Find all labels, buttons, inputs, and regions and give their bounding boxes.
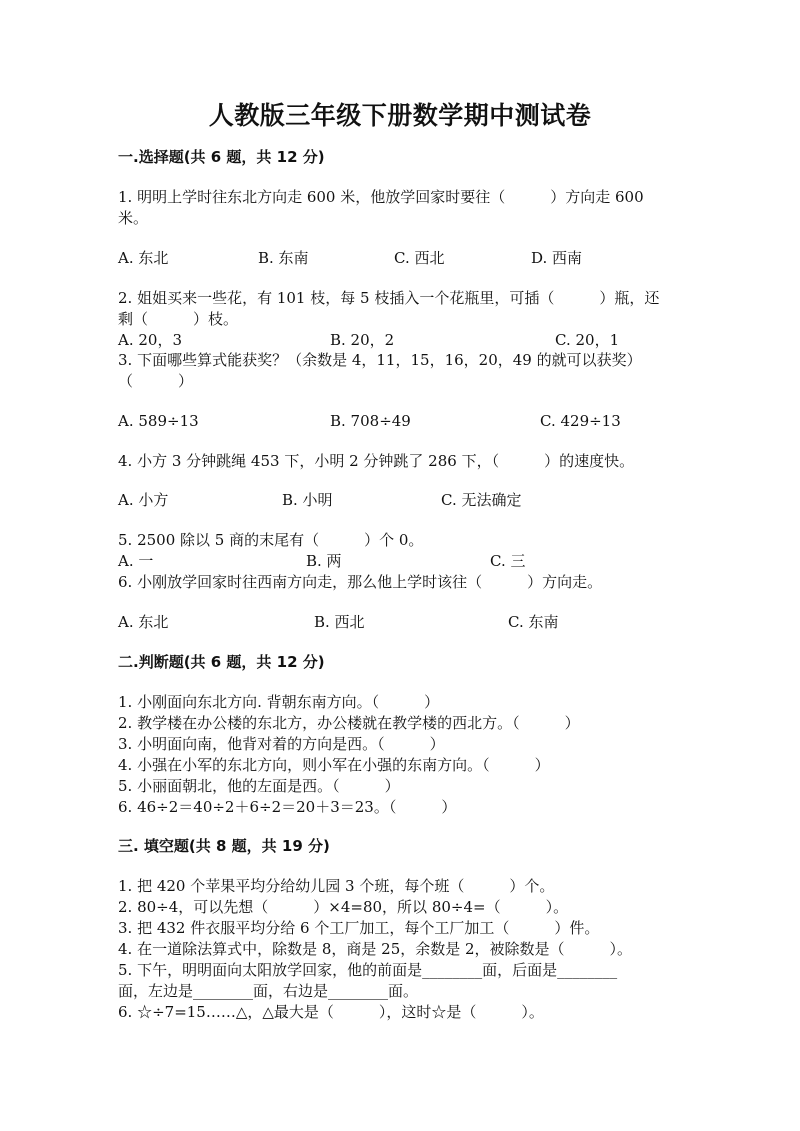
- judge-item-6: 6. 46÷2＝40÷2＋6÷2＝20＋3＝23。（ ）: [118, 798, 457, 816]
- fill-item-3: 3. 把 432 件衣服平均分给 6 个工厂加工，每个工厂加工（ ）件。: [118, 919, 600, 937]
- judge-item-5: 5. 小丽面朝北，他的左面是西。（ ）: [118, 777, 400, 795]
- q1-option-d[interactable]: D. 西南: [531, 249, 583, 267]
- q3-option-a[interactable]: A. 589÷13: [118, 412, 199, 430]
- q1-option-c[interactable]: C. 西北: [394, 249, 445, 267]
- q4-option-b[interactable]: B. 小明: [282, 491, 333, 509]
- judge-item-1: 1. 小刚面向东北方向. 背朝东南方向。（ ）: [118, 693, 440, 711]
- q2-text-line1: 2. 姐姐买来一些花，有 101 枝，每 5 枝插入一个花瓶里，可插（ ）瓶，还: [118, 289, 660, 307]
- q2-option-c[interactable]: C. 20，1: [555, 331, 620, 349]
- judge-item-2: 2. 教学楼在办公楼的东北方，办公楼就在教学楼的西北方。（ ）: [118, 714, 580, 732]
- q5-text-line1: 5. 2500 除以 5 商的末尾有（ ）个 0。: [118, 531, 424, 549]
- q3-text-line2: （ ）: [118, 372, 194, 390]
- q5-option-a[interactable]: A. 一: [118, 552, 154, 570]
- q3-text-line1: 3. 下面哪些算式能获奖？（余数是 4，11，15，16，20，49 的就可以获奖）: [118, 351, 642, 369]
- judge-item-4: 4. 小强在小军的东北方向，则小军在小强的东南方向。（ ）: [118, 756, 550, 774]
- q1-text-line1: 1. 明明上学时往东北方向走 600 米，他放学回家时要往（ ）方向走 600: [118, 188, 644, 206]
- fill-item-2: 2. 80÷4，可以先想（ ）×4=80，所以 80÷4=（ ）。: [118, 898, 569, 916]
- q6-option-a[interactable]: A. 东北: [118, 613, 169, 631]
- q4-option-c[interactable]: C. 无法确定: [441, 491, 522, 509]
- judge-item-3: 3. 小明面向南，他背对着的方向是西。（ ）: [118, 735, 445, 753]
- q4-option-a[interactable]: A. 小方: [118, 491, 169, 509]
- q4-text-line1: 4. 小方 3 分钟跳绳 453 下，小明 2 分钟跳了 286 下，（ ）的速度快。: [118, 452, 635, 470]
- q6-option-b[interactable]: B. 西北: [314, 613, 365, 631]
- q2-option-b[interactable]: B. 20，2: [330, 331, 395, 349]
- q1-option-a[interactable]: A. 东北: [118, 249, 169, 267]
- q1-option-b[interactable]: B. 东南: [258, 249, 309, 267]
- q1-text-line2: 米。: [118, 209, 149, 227]
- fill-item-4: 4. 在一道除法算式中，除数是 8，商是 25，余数是 2，被除数是（ ）。: [118, 940, 633, 958]
- section-3-heading: 三. 填空题(共 8 题，共 19 分): [118, 837, 330, 855]
- q3-option-b[interactable]: B. 708÷49: [330, 412, 411, 430]
- q6-text-line1: 6. 小刚放学回家时往西南方向走，那么他上学时该往（ ）方向走。: [118, 573, 603, 591]
- q2-option-a[interactable]: A. 20，3: [118, 331, 182, 349]
- section-2-heading: 二.判断题(共 6 题，共 12 分): [118, 653, 325, 671]
- section-1-heading: 一.选择题(共 6 题，共 12 分): [118, 148, 325, 166]
- q2-text-line2: 剩（ ）枝。: [118, 310, 239, 328]
- page-title: 人教版三年级下册数学期中测试卷: [208, 101, 592, 130]
- fill-item-6: 6. ☆÷7=15……△，△最大是（ ），这时☆是（ ）。: [118, 1003, 544, 1021]
- fill-item-5-line1: 5. 下午，明明面向太阳放学回家，他的前面是________面，后面是________: [118, 961, 618, 979]
- q3-option-c[interactable]: C. 429÷13: [540, 412, 621, 430]
- fill-item-5-line2: 面，左边是________面，右边是________面。: [118, 982, 419, 1000]
- q5-option-b[interactable]: B. 两: [306, 552, 342, 570]
- q5-option-c[interactable]: C. 三: [490, 552, 526, 570]
- fill-item-1: 1. 把 420 个苹果平均分给幼儿园 3 个班，每个班（ ）个。: [118, 877, 555, 895]
- q6-option-c[interactable]: C. 东南: [508, 613, 559, 631]
